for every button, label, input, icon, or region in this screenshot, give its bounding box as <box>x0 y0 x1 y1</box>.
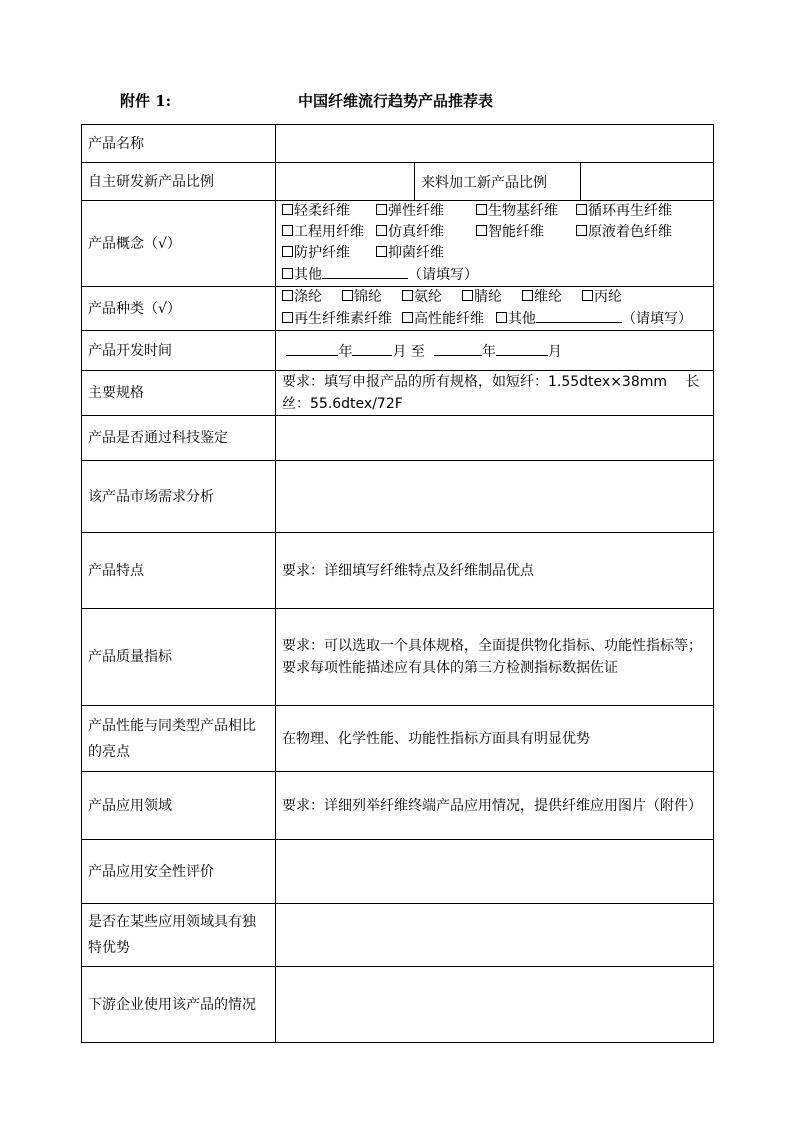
market-field[interactable] <box>276 461 714 533</box>
application-label: 产品应用领域 <box>82 772 276 840</box>
concept-option[interactable]: 智能纤维 <box>476 222 576 243</box>
checkbox-icon <box>282 290 293 301</box>
category-other-option[interactable]: 其他 <box>496 309 536 330</box>
checkbox-icon <box>576 225 587 236</box>
spec-requirement[interactable]: 要求：填写申报产品的所有规格，如短纤：1.55dtex×38mm 长丝：55.6dtex/72F <box>276 371 714 416</box>
checkbox-icon <box>342 290 353 301</box>
appraisal-label: 产品是否通过科技鉴定 <box>82 416 276 461</box>
category-label: 产品种类（√） <box>82 287 276 331</box>
self-dev-ratio-field[interactable] <box>276 163 415 201</box>
checkbox-icon <box>376 225 387 236</box>
checkbox-icon <box>496 312 507 323</box>
product-name-label: 产品名称 <box>82 125 276 163</box>
row-advantage <box>82 904 714 967</box>
dev-time-label: 产品开发时间 <box>82 331 276 371</box>
end-month-input[interactable] <box>496 341 548 356</box>
category-option[interactable]: 维纶 <box>522 287 582 308</box>
processing-ratio-label: 来料加工新产品比例 <box>415 163 581 201</box>
category-option[interactable]: 高性能纤维 <box>402 309 496 330</box>
start-month-input[interactable] <box>352 341 392 356</box>
checkbox-icon <box>582 290 593 301</box>
concept-other-option[interactable]: 其他 <box>282 265 322 286</box>
row-market <box>82 461 714 533</box>
processing-ratio-field[interactable] <box>581 163 714 201</box>
concept-option[interactable]: 轻柔纤维 <box>282 201 376 222</box>
checkbox-icon <box>402 312 413 323</box>
category-options <box>276 287 714 331</box>
safety-label: 产品应用安全性评价 <box>82 840 276 904</box>
concept-option[interactable]: 工程用纤维 <box>282 222 376 243</box>
features-label: 产品特点 <box>82 533 276 609</box>
row-quality <box>82 609 714 706</box>
self-dev-ratio-label: 自主研发新产品比例 <box>82 163 276 201</box>
category-option[interactable]: 涤纶 <box>282 287 342 308</box>
dev-time-to: 至 <box>410 343 425 360</box>
checkbox-icon <box>476 225 487 236</box>
dev-time-field: 年 月 至 年 月 <box>276 331 714 371</box>
checkbox-icon <box>402 290 413 301</box>
checkbox-icon <box>282 312 293 323</box>
concept-option[interactable]: 弹性纤维 <box>376 201 476 222</box>
attachment-label: 附件 1: <box>120 92 172 110</box>
form-title: 中国纤维流行趋势产品推荐表 <box>298 92 494 110</box>
downstream-label: 下游企业使用该产品的情况 <box>82 967 276 1043</box>
row-ratio <box>82 163 714 201</box>
row-product-name <box>82 125 714 163</box>
concept-option[interactable]: 抑菌纤维 <box>376 243 444 264</box>
row-appraisal <box>82 416 714 461</box>
row-category <box>82 287 714 331</box>
checkbox-icon <box>282 268 293 279</box>
quality-requirement[interactable]: 要求：可以选取一个具体规格，全面提供物化指标、功能性指标等；要求每项性能描述应有具体的第三方检测指标数据佐证 <box>276 609 714 706</box>
row-concept <box>82 201 714 287</box>
category-option[interactable]: 再生纤维素纤维 <box>282 309 402 330</box>
advantage-label: 是否在某些应用领域具有独特优势 <box>82 904 276 967</box>
concept-other-input[interactable] <box>322 264 408 279</box>
category-option[interactable]: 腈纶 <box>462 287 522 308</box>
appraisal-field[interactable] <box>276 416 714 461</box>
checkbox-icon <box>522 290 533 301</box>
row-features <box>82 533 714 609</box>
row-highlights <box>82 706 714 772</box>
highlights-requirement[interactable]: 在物理、化学性能、功能性指标方面具有明显优势 <box>276 706 714 772</box>
checkbox-icon <box>462 290 473 301</box>
highlights-label: 产品性能与同类型产品相比的亮点 <box>82 706 276 772</box>
start-year-input[interactable] <box>286 341 338 356</box>
market-label: 该产品市场需求分析 <box>82 461 276 533</box>
end-year-input[interactable] <box>434 341 482 356</box>
category-option[interactable]: 锦纶 <box>342 287 402 308</box>
checkbox-icon <box>282 204 293 215</box>
spec-label: 主要规格 <box>82 371 276 416</box>
concept-label: 产品概念（√） <box>82 201 276 287</box>
checkbox-icon <box>282 225 293 236</box>
row-dev-time <box>82 331 714 371</box>
recommendation-form <box>81 124 714 1043</box>
row-spec <box>82 371 714 416</box>
checkbox-icon <box>376 246 387 257</box>
features-requirement[interactable]: 要求：详细填写纤维特点及纤维制品优点 <box>276 533 714 609</box>
concept-option[interactable]: 生物基纤维 <box>476 201 576 222</box>
product-name-field[interactable] <box>276 125 714 163</box>
checkbox-icon <box>376 204 387 215</box>
concept-option[interactable]: 循环再生纤维 <box>576 201 672 222</box>
checkbox-icon <box>576 204 587 215</box>
checkbox-icon <box>282 246 293 257</box>
row-application <box>82 772 714 840</box>
concept-options <box>276 201 714 287</box>
category-option[interactable]: 丙纶 <box>582 287 622 308</box>
concept-fill-hint: （请填写） <box>408 267 478 283</box>
category-other-input[interactable] <box>536 308 622 323</box>
advantage-field[interactable] <box>276 904 714 967</box>
quality-label: 产品质量指标 <box>82 609 276 706</box>
concept-option[interactable]: 原液着色纤维 <box>576 222 672 243</box>
safety-field[interactable] <box>276 840 714 904</box>
category-option[interactable]: 氨纶 <box>402 287 462 308</box>
category-fill-hint: （请填写） <box>622 311 692 327</box>
application-requirement[interactable]: 要求：详细列举纤维终端产品应用情况，提供纤维应用图片（附件） <box>276 772 714 840</box>
row-downstream <box>82 967 714 1043</box>
downstream-field[interactable] <box>276 967 714 1043</box>
row-safety <box>82 840 714 904</box>
concept-option[interactable]: 仿真纤维 <box>376 222 476 243</box>
concept-option[interactable]: 防护纤维 <box>282 243 376 264</box>
checkbox-icon <box>476 204 487 215</box>
